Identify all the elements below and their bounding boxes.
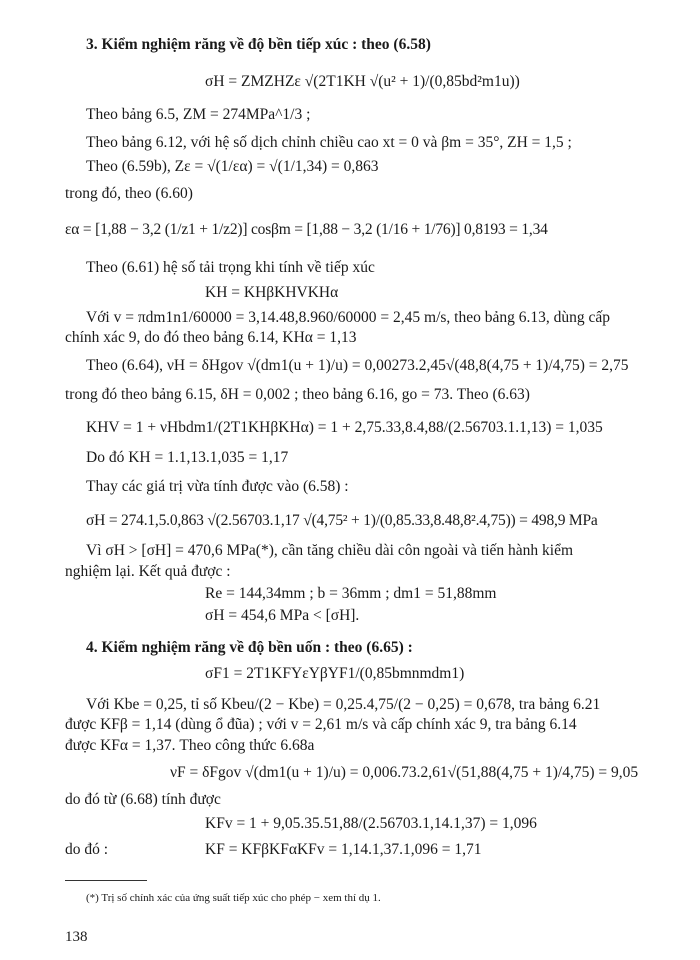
from-668-line: do đó từ (6.68) tính được (65, 791, 221, 808)
contact-stress-formula: σH = ZMZHZε √(2T1KH √(u² + 1)/(0,85bd²m1u)) (205, 73, 520, 90)
velocity-line-2: chính xác 9, do đó theo bảng 6.14, KHα = 1,13 (65, 329, 357, 346)
result-dimensions: Re = 144,34mm ; b = 36mm ; dm1 = 51,88mm (205, 585, 497, 602)
section-4-heading: 4. Kiểm nghiệm răng về độ bền uốn : theo (6.65) : (86, 639, 413, 656)
khv-formula: KHV = 1 + νHbdm1/(2T1KHβKHα) = 1 + 2,75.33,8.4,88/(2.56703.1.1,13) = 1,035 (86, 419, 603, 436)
zepsilon-line: Theo (6.59b), Zε = √(1/εα) = √(1/1,34) = 0,863 (86, 158, 379, 175)
page-number: 138 (65, 929, 88, 945)
delta-h-line: trong đó theo bảng 6.15, δH = 0,002 ; theo bảng 6.16, go = 73. Theo (6.63) (65, 386, 530, 403)
where-660-line: trong đó, theo (6.60) (65, 185, 193, 202)
footnote: (*) Trị số chính xác của ứng suất tiếp xúc cho phép − xem thí dụ 1. (86, 892, 381, 904)
sigma-h-calculation: σH = 274.1,5.0,863 √(2.56703.1,17 √(4,75² + 1)/(0,85.33,8.48,8².4,75)) = 498,9 MPa (86, 512, 598, 529)
substitute-line: Thay các giá trị vừa tính được vào (6.58) : (86, 478, 349, 495)
kh-value-line: Do đó KH = 1.1,13.1,035 = 1,17 (86, 449, 289, 466)
nu-f-formula: νF = δFgov √(dm1(u + 1)/u) = 0,006.73.2,61√(51,88(4,75 + 1)/4,75) = 9,05 (170, 764, 639, 781)
footnote-divider (65, 880, 147, 881)
result-sigma-h: σH = 454,6 MPa < [σH]. (205, 607, 360, 624)
kbe-line-3: được KFα = 1,37. Theo công thức 6.68a (65, 737, 315, 754)
conclusion-line-1: Vì σH > [σH] = 470,6 MPa(*), cần tăng chiều dài côn ngoài và tiến hành kiểm (86, 542, 574, 559)
kf-formula: KF = KFβKFαKFv = 1,14.1,37.1,096 = 1,71 (205, 841, 482, 858)
zh-line: Theo bảng 6.12, với hệ số dịch chỉnh chiều cao xt = 0 và βm = 35°, ZH = 1,5 ; (86, 134, 572, 151)
kbe-line-1: Với Kbe = 0,25, tỉ số Kbeu/(2 − Kbe) = 0,25.4,75/(2 − 0,25) = 0,678, tra bảng 6.21 (86, 696, 601, 713)
velocity-line-1: Với v = πdm1n1/60000 = 3,14.48,8.960/60000 = 2,45 m/s, theo bảng 6.13, dùng cấp (86, 309, 611, 326)
epsilon-alpha-formula: εα = [1,88 − 3,2 (1/z1 + 1/z2)] cosβm = [1,88 − 3,2 (1/16 + 1/76)] 0,8193 = 1,34 (65, 221, 548, 238)
kh-formula: KH = KHβKHVKHα (205, 284, 339, 301)
kf-label: do đó : (65, 841, 109, 858)
zm-line: Theo bảng 6.5, ZM = 274MPa^1/3 ; (86, 106, 311, 123)
nu-h-formula: Theo (6.64), νH = δHgov √(dm1(u + 1)/u) = 0,00273.2,45√(48,8(4,75 + 1)/4,75) = 2,75 (86, 357, 629, 374)
bending-stress-formula: σF1 = 2T1KFYεYβYF1/(0,85bmnmdm1) (205, 665, 465, 682)
section-3-heading: 3. Kiểm nghiệm răng về độ bền tiếp xúc : theo (6.58) (86, 36, 431, 53)
kfv-formula: KFv = 1 + 9,05.35.51,88/(2.56703.1,14.1,37) = 1,096 (205, 815, 537, 832)
load-factor-intro: Theo (6.61) hệ số tải trọng khi tính về tiếp xúc (86, 259, 375, 276)
kbe-line-2: được KFβ = 1,14 (dùng ổ đũa) ; với v = 2,61 m/s và cấp chính xác 9, tra bảng 6.14 (65, 716, 577, 733)
conclusion-line-2: nghiệm lại. Kết quả được : (65, 563, 231, 580)
